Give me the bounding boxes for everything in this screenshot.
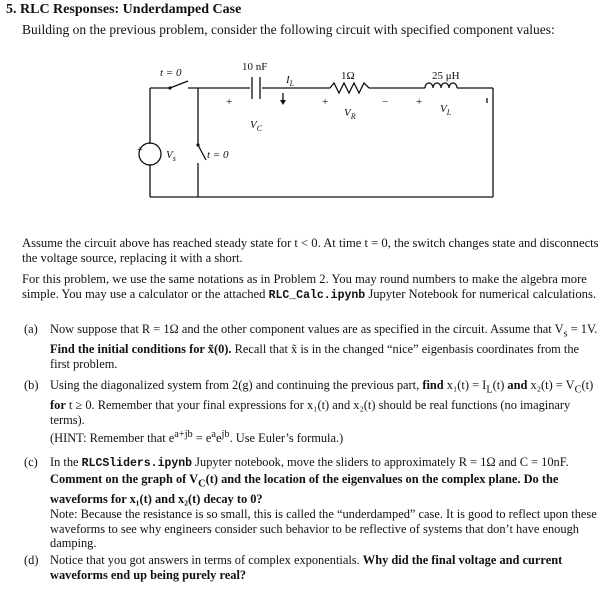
capacitor-value: 10 nF (242, 61, 268, 73)
part-b: (b) Using the diagonalized system from 2(g) and continuing the previous part, find $x_1(t) = I_L(t)$ and $x_2(t) = V_C(t)$ for t ≥ 0. Remember that your final expressions for x₁(t) and x₂(t) should be real functions (no imaginary terms). (HINT: Remember that $e^{a+jb} = e^ae^{jb}$. Use Euler’s formula.) (24, 378, 594, 445)
rlc-sliders-notebook: RLCSliders.ipynb (81, 457, 193, 470)
switch-top-label: t = 0 (160, 67, 182, 79)
rlc-calc-notebook: RLC_Calc.ipynb (268, 289, 366, 302)
switch-pivot-top (168, 86, 171, 89)
inductor-voltage-label: $V_L$ (440, 103, 452, 117)
paragraph-notation: For this problem, we use the same notations as in Problem 2. You may round numbers to make the algebra more simple. You may use a calculator or the attached RLC_Calc.ipynb Jupyter Notebook for numerical calculations. (22, 272, 597, 302)
source-plus: + (137, 145, 143, 156)
ind-plus: + (416, 96, 423, 108)
current-arrow-head (280, 100, 286, 105)
source-label: $V_s$ (166, 149, 176, 163)
cap-plus: + (226, 96, 233, 108)
capacitor-voltage-label: $V_C$ (250, 119, 263, 133)
part-b-label: (b) (24, 378, 39, 392)
top-switch-blade (170, 81, 188, 88)
paragraph-steady-state: Assume the circuit above has reached steady state for t < 0. At time t = 0, the switch changes state and disconnects the voltage source, replacing it with a short. (22, 236, 599, 265)
res-plus: + (322, 96, 329, 108)
switch-pivot-bottom (196, 143, 199, 146)
resistor-value: 1Ω (341, 70, 355, 82)
part-c: (c) In the RLCSliders.ipynb Jupyter notebook, move the sliders to approximately R = 1Ω and C = 10nF. Comment on the graph of $V_C(t)$ and the location of the eigenvalues on the complex plane. Do the waveforms for x₁(t) and x₂(t) decay to 0? Note: Because the resistance is so small, this is called the “underdamped” case. It is good to reflect upon these waveforms to see why engineers consider such behavior to be reflective of systems that don’t have enough damping. (24, 455, 597, 551)
problem-intro: Building on the previous problem, consider the following circuit with specified component values: (22, 22, 555, 37)
inductor-symbol (425, 83, 457, 88)
part-c-label: (c) (24, 455, 38, 469)
part-d-label: (d) (24, 553, 39, 567)
current-label: $I_L$ (286, 74, 295, 88)
bottom-switch-blade (198, 145, 206, 160)
part-a: (a) Now suppose that R = 1Ω and the other component values are as specified in the circuit. Assume that $V_s = 1V$. Find the initial conditions for x̃(0). Recall that x̃ is in the changed “nice” eigenbasis coordinates from the first problem. (24, 322, 598, 372)
resistor-symbol (330, 83, 369, 93)
inductor-value: 25 μH (432, 70, 460, 82)
part-a-label: (a) (24, 322, 38, 336)
part-d: (d) Notice that you got answers in terms of complex exponentials. Why did the final voltage and current waveforms end up being purely real? (24, 553, 563, 582)
circuit-diagram (0, 45, 601, 225)
problem-title: 5. RLC Responses: Underdamped Case (6, 2, 242, 17)
part-b-hint: (HINT: Remember that $e^{a+jb} = e^ae^{jb}$. Use Euler’s formula.) (50, 428, 344, 445)
res-minus: − (382, 96, 389, 108)
part-c-note: Note: Because the resistance is so small, this is called the “underdamped” case. It is good to reflect upon these waveforms to see why engineers consider such behavior to be reflective of systems that don’t have enough damping. (50, 506, 597, 551)
switch-bottom-label: t = 0 (207, 149, 229, 161)
resistor-voltage-label: $V_R$ (344, 107, 356, 121)
